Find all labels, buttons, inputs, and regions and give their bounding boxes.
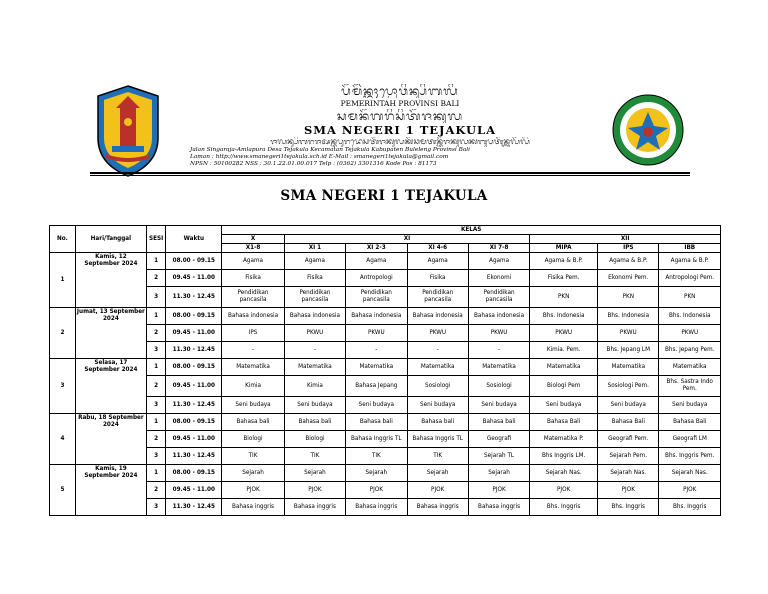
subject-cell: Bahasa inggris xyxy=(468,499,529,516)
subject-cell: PJOK xyxy=(284,482,345,499)
subject-cell: Bahasa bali xyxy=(346,414,407,431)
day-date: Selasa, 17 September 2024 xyxy=(75,359,146,414)
subject-cell: Bhs. Indonesia xyxy=(598,308,659,325)
day-number: 2 xyxy=(50,308,76,359)
header-class: MIPA xyxy=(530,244,598,253)
subject-cell: Antropologi xyxy=(346,270,407,287)
subject-cell: Ekonomi Pem. xyxy=(598,270,659,287)
subject-cell: Seni budaya xyxy=(407,397,468,414)
subject-cell: TIK xyxy=(407,448,468,465)
subject-cell: Matematika xyxy=(284,359,345,376)
session-number: 1 xyxy=(146,414,165,431)
subject-cell: Bahasa Bali xyxy=(659,414,721,431)
subject-cell: - xyxy=(346,342,407,359)
subject-cell: Agama xyxy=(346,253,407,270)
table-row xyxy=(50,482,721,499)
subject-cell: Bahasa Jepang xyxy=(346,376,407,397)
session-number: 3 xyxy=(146,342,165,359)
subject-cell: Bahasa inggris xyxy=(222,499,284,516)
subject-cell: PJOK xyxy=(659,482,721,499)
session-time: 08.00 - 09.15 xyxy=(166,359,222,376)
subject-cell: Pendidikan pancasila xyxy=(222,287,284,308)
session-time: 09.45 - 11.00 xyxy=(166,482,222,499)
subject-cell: Seni budaya xyxy=(598,397,659,414)
subject-cell: Bahasa inggris xyxy=(407,499,468,516)
session-time: 09.45 - 11.00 xyxy=(166,270,222,287)
subject-cell: Fisika xyxy=(407,270,468,287)
session-time: 09.45 - 11.00 xyxy=(166,431,222,448)
session-number: 2 xyxy=(146,376,165,397)
subject-cell: Sejarah xyxy=(468,465,529,482)
header-class: XI 4-6 xyxy=(407,244,468,253)
session-time: 08.00 - 09.15 xyxy=(166,414,222,431)
session-number: 2 xyxy=(146,482,165,499)
subject-cell: Biologi Pem xyxy=(530,376,598,397)
subject-cell: Bhs. Inggris xyxy=(659,499,721,516)
subject-cell: Matematika P. xyxy=(530,431,598,448)
subject-cell: Geografi Pem. xyxy=(598,431,659,448)
subject-cell: PJOK xyxy=(530,482,598,499)
subject-cell: Agama xyxy=(407,253,468,270)
subject-cell: Sejarah xyxy=(284,465,345,482)
day-number: 4 xyxy=(50,414,76,465)
subject-cell: Bahasa inggris xyxy=(346,499,407,516)
header-grade-x: X xyxy=(222,235,284,244)
session-number: 1 xyxy=(146,253,165,270)
subject-cell: Bahasa indonesia xyxy=(346,308,407,325)
subject-cell: TIK xyxy=(284,448,345,465)
subject-cell: Sejarah TL xyxy=(468,448,529,465)
table-row xyxy=(50,270,721,287)
table-row xyxy=(50,359,721,376)
subject-cell: PKWU xyxy=(530,325,598,342)
day-number: 1 xyxy=(50,253,76,308)
subject-cell: Bahasa bali xyxy=(407,414,468,431)
bali-script-school-name: ᬲᬫᬦᭂᬕᬭᬶᬲᬶᬢᭂᬚᬓᬸᬮ xyxy=(336,109,464,123)
table-row xyxy=(50,499,721,516)
header-grade-xi: XI xyxy=(284,235,530,244)
header-class: XI 7-8 xyxy=(468,244,529,253)
subject-cell: Pendidikan pancasila xyxy=(468,287,529,308)
table-row xyxy=(50,414,721,431)
subject-cell: Pendidikan pancasila xyxy=(284,287,345,308)
subject-cell: TIK xyxy=(346,448,407,465)
subject-cell: Bhs Inggris LM. xyxy=(530,448,598,465)
session-number: 3 xyxy=(146,287,165,308)
subject-cell: PKN xyxy=(598,287,659,308)
contact-line: Laman : http://www.smanegeri1tejakula.sch.id E-Mail : smanegeri1tejakula@gmail.com xyxy=(190,154,449,160)
header-time: Waktu xyxy=(166,226,222,253)
header-class: X1-8 xyxy=(222,244,284,253)
subject-cell: Bhs. Inggris Pem. xyxy=(659,448,721,465)
subject-cell: Pendidikan pancasila xyxy=(407,287,468,308)
table-row xyxy=(50,287,721,308)
subject-cell: Antropologi Pem. xyxy=(659,270,721,287)
subject-cell: IPS xyxy=(222,325,284,342)
day-date: Kamis, 19 September 2024 xyxy=(75,465,146,516)
day-number: 5 xyxy=(50,465,76,516)
subject-cell: Agama & B.P. xyxy=(530,253,598,270)
subject-cell: PKN xyxy=(530,287,598,308)
subject-cell: Matematika xyxy=(222,359,284,376)
table-row xyxy=(50,431,721,448)
table-row xyxy=(50,465,721,482)
header-class: IPS xyxy=(598,244,659,253)
bali-script-header: ᬧᭂᬫᭂᬃᬦ᭄ᬢᬄᬧ᭄ᬭᭀᬯᬶᬦ᭄ᬲᬶᬩᬮᬶ xyxy=(341,84,459,98)
subject-cell: Ekonomi xyxy=(468,270,529,287)
school-logo-icon xyxy=(610,92,686,168)
session-number: 1 xyxy=(146,359,165,376)
exam-schedule-table xyxy=(49,225,721,516)
session-time: 08.00 - 09.15 xyxy=(166,308,222,325)
letterhead xyxy=(90,82,690,182)
subject-cell: PJOK xyxy=(222,482,284,499)
subject-cell: Bahasa inggris xyxy=(284,499,345,516)
school-name: SMA NEGERI 1 TEJAKULA xyxy=(303,123,497,137)
subject-cell: PKWU xyxy=(468,325,529,342)
subject-cell: Bhs. Indonesia xyxy=(659,308,721,325)
session-number: 1 xyxy=(146,308,165,325)
subject-cell: Sejarah Nas. xyxy=(659,465,721,482)
subject-cell: PJOK xyxy=(468,482,529,499)
session-time: 09.45 - 11.00 xyxy=(166,325,222,342)
day-date: Rabu, 18 September 2024 xyxy=(75,414,146,465)
address-line: Jalan Singaraja-Amlapura Desa Tejakula Kecamatan Tejakula Kabupaten Buleleng Provinsi Bali xyxy=(190,147,471,153)
subject-cell: Matematika xyxy=(346,359,407,376)
subject-cell: Sosiologi xyxy=(407,376,468,397)
subject-cell: Bahasa indonesia xyxy=(407,308,468,325)
subject-cell: Matematika xyxy=(530,359,598,376)
subject-cell: Sosiologi Pem. xyxy=(598,376,659,397)
subject-cell: Bhs. Indonesia xyxy=(530,308,598,325)
subject-cell: Bahasa indonesia xyxy=(284,308,345,325)
subject-cell: Bahasa bali xyxy=(468,414,529,431)
day-date: Jumat, 13 September 2024 xyxy=(75,308,146,359)
subject-cell: Bahasa Bali xyxy=(598,414,659,431)
session-time: 11.30 - 12.45 xyxy=(166,448,222,465)
letterhead-rule-thin xyxy=(90,175,690,176)
subject-cell: PKN xyxy=(659,287,721,308)
session-number: 1 xyxy=(146,465,165,482)
subject-cell: Seni budaya xyxy=(659,397,721,414)
subject-cell: - xyxy=(222,342,284,359)
subject-cell: Matematika xyxy=(598,359,659,376)
subject-cell: Biologi xyxy=(222,431,284,448)
subject-cell: Matematika xyxy=(659,359,721,376)
subject-cell: Seni budaya xyxy=(284,397,345,414)
subject-cell: Sejarah Nas. xyxy=(530,465,598,482)
table-row xyxy=(50,308,721,325)
government-name: PEMERINTAH PROVINSI BALI xyxy=(340,99,460,108)
subject-cell: Sejarah xyxy=(407,465,468,482)
subject-cell: Sejarah Pem. xyxy=(598,448,659,465)
subject-cell: Bahasa indonesia xyxy=(222,308,284,325)
header-class: XI 2-3 xyxy=(346,244,407,253)
subject-cell: PJOK xyxy=(346,482,407,499)
subject-cell: - xyxy=(284,342,345,359)
subject-cell: Biologi xyxy=(284,431,345,448)
subject-cell: PJOK xyxy=(407,482,468,499)
session-time: 11.30 - 12.45 xyxy=(166,287,222,308)
letterhead-rule xyxy=(90,172,690,174)
subject-cell: Sejarah xyxy=(222,465,284,482)
document-title: SMA NEGERI 1 TEJAKULA xyxy=(280,188,488,204)
subject-cell: Agama & B.P. xyxy=(659,253,721,270)
subject-cell: Seni budaya xyxy=(468,397,529,414)
subject-cell: Seni budaya xyxy=(346,397,407,414)
session-time: 11.30 - 12.45 xyxy=(166,397,222,414)
table-row xyxy=(50,342,721,359)
subject-cell: Sejarah xyxy=(346,465,407,482)
subject-cell: Agama xyxy=(468,253,529,270)
subject-cell: PKWU xyxy=(659,325,721,342)
subject-cell: Bhs. Sastra Indo Pem. xyxy=(659,376,721,397)
session-number: 3 xyxy=(146,499,165,516)
subject-cell: Matematika xyxy=(468,359,529,376)
header-no: No. xyxy=(50,226,76,253)
session-number: 3 xyxy=(146,448,165,465)
table-row xyxy=(50,397,721,414)
subject-cell: Bahasa bali xyxy=(284,414,345,431)
table-row xyxy=(50,448,721,465)
table-row xyxy=(50,376,721,397)
header-day-date: Hari/Tanggal xyxy=(75,226,146,253)
subject-cell: Bhs. Jepang Pem. xyxy=(659,342,721,359)
day-number: 3 xyxy=(50,359,76,414)
subject-cell: Kimia. Pem. xyxy=(530,342,598,359)
table-row xyxy=(50,253,721,270)
subject-cell: Seni budaya xyxy=(530,397,598,414)
session-time: 08.00 - 09.15 xyxy=(166,253,222,270)
header-class: IBB xyxy=(659,244,721,253)
subject-cell: Agama xyxy=(222,253,284,270)
subject-cell: Kimia xyxy=(284,376,345,397)
subject-cell: Matematika xyxy=(407,359,468,376)
subject-cell: PKWU xyxy=(284,325,345,342)
subject-cell: Bhs. Jepang LM xyxy=(598,342,659,359)
subject-cell: PJOK xyxy=(598,482,659,499)
header-grade-xii: XII xyxy=(530,235,721,244)
header-kelas: KELAS xyxy=(222,226,721,235)
subject-cell: Sosiologi xyxy=(468,376,529,397)
subject-cell: Fisika xyxy=(222,270,284,287)
subject-cell: PKWU xyxy=(407,325,468,342)
subject-cell: Bhs. Inggris xyxy=(530,499,598,516)
subject-cell: Agama & B.P. xyxy=(598,253,659,270)
session-number: 3 xyxy=(146,397,165,414)
session-number: 2 xyxy=(146,431,165,448)
subject-cell: TIK xyxy=(222,448,284,465)
session-time: 11.30 - 12.45 xyxy=(166,342,222,359)
subject-cell: Bahasa bali xyxy=(222,414,284,431)
day-date: Kamis, 12 September 2024 xyxy=(75,253,146,308)
table-row xyxy=(50,325,721,342)
subject-cell: Bahasa Inggris TL xyxy=(346,431,407,448)
session-time: 11.30 - 12.45 xyxy=(166,499,222,516)
subject-cell: Fisika xyxy=(284,270,345,287)
subject-cell: Geografi LM xyxy=(659,431,721,448)
subject-cell: PKWU xyxy=(598,325,659,342)
subject-cell: Pendidikan pancasila xyxy=(346,287,407,308)
bali-script-address: ᬚᬮᬦ᭄ᬲᬶᬕᬭᬚᬅᬦ᭄ᬢᬸᬧᬸᬭᬤᬾᬲᬢᭂᬚᬓᬸᬮᬓᭂᬘᬫᬢᬦ᭄ᬢᭂᬚᬓᬸᬮᬓᬩᬸᬧᬢᭂᬦ᭄ᬩᬸᬮᭂᬮᭂᬂ xyxy=(270,137,530,146)
registration-line: NPSN : 50100282 NSS : 30.1.22.01.00.017 Telp : (0362) 3301316 Kode Pos : 81173 xyxy=(190,161,437,167)
header-class: XI 1 xyxy=(284,244,345,253)
session-number: 2 xyxy=(146,270,165,287)
subject-cell: PKWU xyxy=(346,325,407,342)
subject-cell: Geografi xyxy=(468,431,529,448)
subject-cell: - xyxy=(468,342,529,359)
subject-cell: Fisika Pem. xyxy=(530,270,598,287)
subject-cell: Bahasa indonesia xyxy=(468,308,529,325)
subject-cell: Bahasa Bali xyxy=(530,414,598,431)
session-number: 2 xyxy=(146,325,165,342)
subject-cell: - xyxy=(407,342,468,359)
session-time: 09.45 - 11.00 xyxy=(166,376,222,397)
bali-province-emblem-icon xyxy=(90,82,166,178)
subject-cell: Seni budaya xyxy=(222,397,284,414)
subject-cell: Kimia xyxy=(222,376,284,397)
header-session: SESI xyxy=(146,226,165,253)
subject-cell: Sejarah Nas. xyxy=(598,465,659,482)
session-time: 08.00 - 09.15 xyxy=(166,465,222,482)
subject-cell: Bhs. Inggris xyxy=(598,499,659,516)
subject-cell: Bahasa Inggris TL xyxy=(407,431,468,448)
subject-cell: Agama xyxy=(284,253,345,270)
